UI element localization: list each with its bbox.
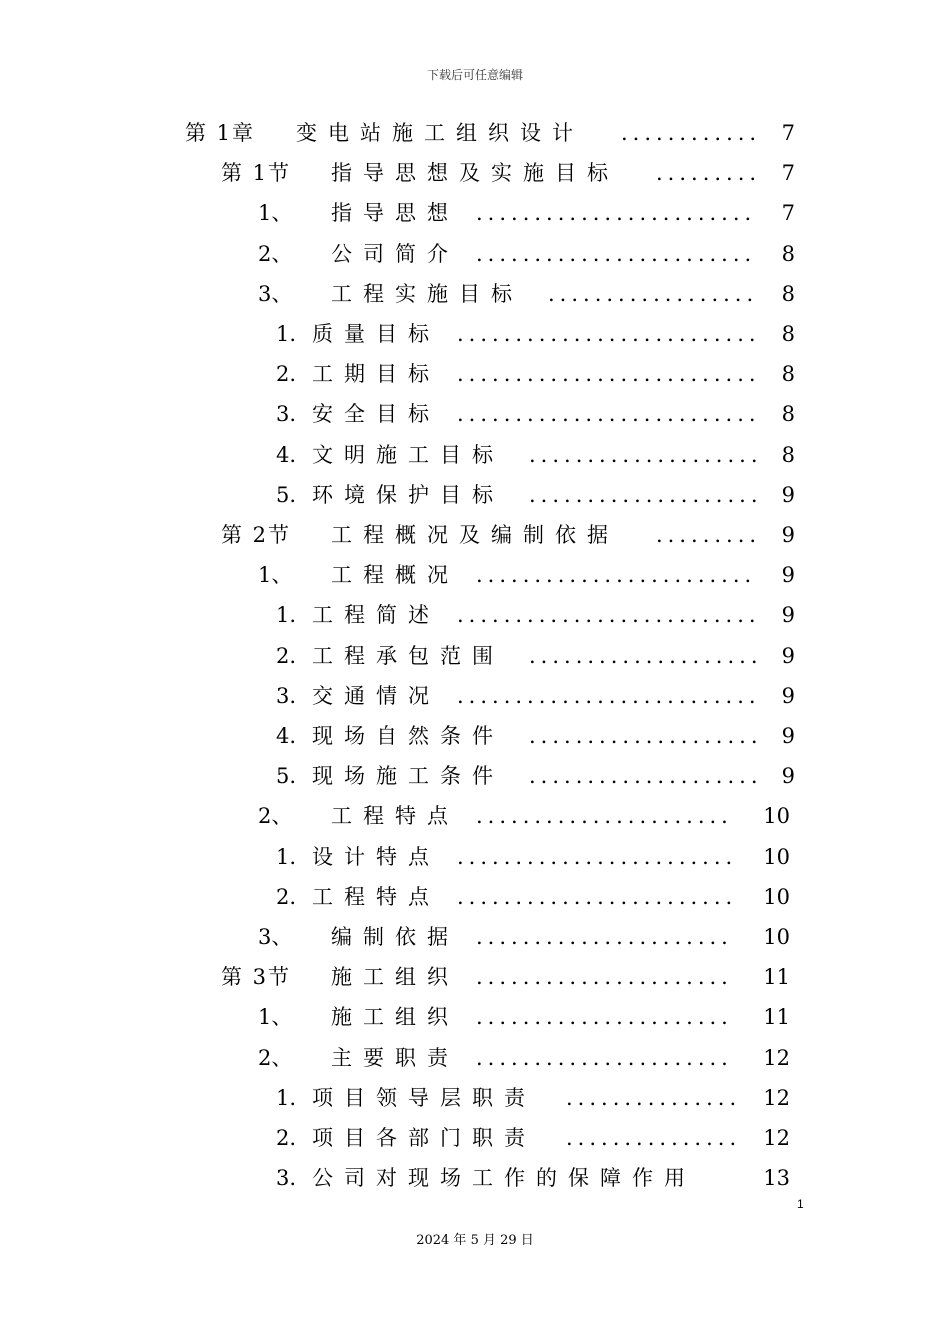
toc-entry[interactable] xyxy=(0,1078,950,1118)
toc-entry[interactable] xyxy=(0,314,950,354)
toc-entry-leader-dots: ...................... xyxy=(476,1005,733,1030)
toc-entry-number: 3. xyxy=(276,402,297,427)
toc-entry-number: 1. xyxy=(276,603,297,628)
toc-entry-number: 2、 xyxy=(258,804,293,829)
toc-entry-title: 项目各部门职责 xyxy=(312,1126,536,1150)
toc-entry-page: 12 xyxy=(763,1045,790,1070)
toc-entry[interactable] xyxy=(0,997,950,1037)
toc-entry-number: 1、 xyxy=(258,201,293,226)
toc-entry-page: 9 xyxy=(781,482,795,507)
toc-entry-number: 4. xyxy=(276,724,297,748)
toc-entry-number: 第 1节 xyxy=(221,161,292,186)
toc-entry[interactable] xyxy=(0,917,950,957)
toc-entry-page: 11 xyxy=(763,965,790,990)
toc-entry-title: 现场自然条件 xyxy=(312,724,504,748)
toc-entry-page: 7 xyxy=(781,161,795,186)
toc-entry[interactable] xyxy=(0,354,950,394)
toc-entry[interactable] xyxy=(0,837,950,877)
toc-entry-title: 工程实施目标 xyxy=(331,281,523,306)
toc-entry[interactable] xyxy=(0,756,950,796)
toc-entry-title: 施工组织 xyxy=(331,965,459,990)
toc-entry-title: 变电站施工组织设计 xyxy=(296,121,584,145)
toc-entry-leader-dots: .......................... xyxy=(457,322,761,346)
toc-entry-leader-dots: ......... xyxy=(656,523,762,547)
toc-entry-leader-dots: .................... xyxy=(529,764,763,789)
toc-entry-title: 交通情况 xyxy=(312,683,440,708)
toc-entry-leader-dots: ........................ xyxy=(457,884,738,909)
toc-entry-number: 2. xyxy=(276,884,297,909)
toc-entry-page: 8 xyxy=(781,362,795,387)
toc-entry-title: 设计特点 xyxy=(312,844,440,869)
toc-entry-page: 8 xyxy=(781,281,795,306)
toc-entry-leader-dots: ........................ xyxy=(476,241,757,266)
toc-entry-title: 主要职责 xyxy=(331,1045,459,1070)
toc-entry[interactable] xyxy=(0,796,950,836)
toc-entry-title: 工程概况及编制依据 xyxy=(331,523,619,547)
toc-entry-title: 文明施工目标 xyxy=(312,442,504,467)
toc-entry-leader-dots: ...................... xyxy=(476,965,733,990)
toc-entry-leader-dots: .......................... xyxy=(457,683,761,708)
toc-entry[interactable] xyxy=(0,274,950,314)
toc-entry-page: 9 xyxy=(781,643,795,668)
toc-entry-number: 2. xyxy=(276,643,297,668)
toc-entry-number: 5. xyxy=(276,764,297,789)
toc-entry-leader-dots: ............ xyxy=(621,121,762,145)
toc-entry-leader-dots: ........................ xyxy=(476,201,757,226)
toc-entry-page: 9 xyxy=(781,523,795,547)
toc-entry-number: 3. xyxy=(276,683,297,708)
toc-entry-number: 3、 xyxy=(258,281,293,306)
toc-entry-page: 8 xyxy=(781,442,795,467)
toc-entry-number: 4. xyxy=(276,442,297,467)
page-header: 下载后可任意编辑 xyxy=(426,68,523,82)
toc-entry-leader-dots: ...................... xyxy=(476,804,733,829)
toc-entry-leader-dots: ...................... xyxy=(476,1045,733,1070)
toc-entry-title: 工程概况 xyxy=(331,563,459,588)
toc-entry-page: 8 xyxy=(781,402,795,427)
toc-entry[interactable] xyxy=(0,1158,950,1198)
toc-entry-title: 公司简介 xyxy=(331,241,459,266)
toc-entry-number: 5. xyxy=(276,482,297,507)
toc-entry-title: 施工组织 xyxy=(331,1005,459,1030)
toc-entry[interactable] xyxy=(0,515,950,555)
toc-entry[interactable] xyxy=(0,676,950,716)
toc-entry-leader-dots: .................. xyxy=(548,281,759,306)
toc-entry[interactable] xyxy=(0,394,950,434)
toc-entry[interactable] xyxy=(0,193,950,233)
toc-entry-leader-dots: .................... xyxy=(529,482,763,507)
toc-entry-number: 3、 xyxy=(258,925,293,949)
toc-entry[interactable] xyxy=(0,716,950,756)
toc-entry[interactable] xyxy=(0,595,950,635)
toc-entry-title: 工程简述 xyxy=(312,603,440,628)
toc-entry-page: 12 xyxy=(763,1126,790,1150)
toc-entry[interactable] xyxy=(0,636,950,676)
toc-entry-number: 2、 xyxy=(258,241,293,266)
toc-entry-leader-dots: ............... xyxy=(566,1085,742,1110)
toc-entry-page: 8 xyxy=(781,241,795,266)
toc-entry-page: 11 xyxy=(763,1005,790,1030)
toc-entry-title: 工期目标 xyxy=(312,362,440,387)
toc-entry-title: 现场施工条件 xyxy=(312,764,504,789)
toc-entry-page: 9 xyxy=(781,563,795,588)
toc-entry-leader-dots: .................... xyxy=(529,643,763,668)
toc-entry-page: 12 xyxy=(763,1085,790,1110)
toc-entry-number: 第 1章 xyxy=(185,121,256,145)
toc-entry-leader-dots: ......... xyxy=(656,161,762,186)
toc-entry[interactable] xyxy=(0,1038,950,1078)
toc-entry-title: 工程特点 xyxy=(312,884,440,909)
toc-entry-number: 2. xyxy=(276,362,297,387)
toc-entry-page: 9 xyxy=(781,724,795,748)
toc-entry-number: 1、 xyxy=(258,1005,293,1030)
toc-entry-title: 指导思想及实施目标 xyxy=(331,161,619,186)
toc-entry-page: 10 xyxy=(763,925,790,949)
toc-entry[interactable] xyxy=(0,877,950,917)
toc-entry-number: 2. xyxy=(276,1126,297,1150)
toc-entry-leader-dots: .................... xyxy=(529,724,763,748)
toc-entry-page: 7 xyxy=(781,121,795,145)
page-number: 1 xyxy=(797,1197,804,1211)
toc-entry[interactable] xyxy=(0,1118,950,1158)
toc-entry-title: 编制依据 xyxy=(331,925,459,949)
toc-entry-leader-dots: .......................... xyxy=(457,402,761,427)
toc-entry[interactable] xyxy=(0,113,950,153)
footer-date: 2024 年 5 月 29 日 xyxy=(416,1233,534,1248)
toc-entry-leader-dots: ........................ xyxy=(476,563,757,588)
toc-entry-leader-dots: ........................ xyxy=(457,844,738,869)
toc-entry-page: 8 xyxy=(781,322,795,346)
toc-entry-number: 1. xyxy=(276,1085,297,1110)
toc-entry[interactable] xyxy=(0,475,950,515)
toc-entry[interactable] xyxy=(0,555,950,595)
toc-entry-leader-dots: ...................... xyxy=(476,925,733,949)
toc-entry-number: 1. xyxy=(276,322,297,346)
toc-entry-number: 第 3节 xyxy=(221,965,292,990)
toc-entry[interactable] xyxy=(0,234,950,274)
toc-entry-page: 9 xyxy=(781,603,795,628)
toc-entry-page: 9 xyxy=(781,683,795,708)
toc-entry-page: 10 xyxy=(763,804,790,829)
toc-entry-number: 1、 xyxy=(258,563,293,588)
toc-entry-title: 安全目标 xyxy=(312,402,440,427)
toc-entry-title: 项目领导层职责 xyxy=(312,1085,536,1110)
toc-entry-page: 9 xyxy=(781,764,795,789)
toc-entry[interactable] xyxy=(0,153,950,193)
toc-entry-number: 1. xyxy=(276,844,297,869)
toc-entry-number: 第 2节 xyxy=(221,523,292,547)
toc-entry-page: 10 xyxy=(763,844,790,869)
toc-entry-title: 公司对现场工作的保障作用 xyxy=(312,1166,696,1191)
toc-entry-title: 环境保护目标 xyxy=(312,482,504,507)
toc-entry[interactable] xyxy=(0,957,950,997)
toc-entry-number: 2、 xyxy=(258,1045,293,1070)
toc-entry-leader-dots: ............... xyxy=(566,1126,742,1150)
toc-entry-page: 7 xyxy=(781,201,795,226)
toc-entry-title: 工程特点 xyxy=(331,804,459,829)
toc-entry-title: 指导思想 xyxy=(331,201,459,226)
toc-entry-number: 3. xyxy=(276,1166,297,1191)
toc-entry-title: 质量目标 xyxy=(312,322,440,346)
toc-entry-leader-dots: .......................... xyxy=(457,362,761,387)
toc-entry-leader-dots: .......................... xyxy=(457,603,761,628)
toc-entry-page: 10 xyxy=(763,884,790,909)
toc-entry[interactable] xyxy=(0,435,950,475)
toc-entry-title: 工程承包范围 xyxy=(312,643,504,668)
toc-entry-leader-dots: .................... xyxy=(529,442,763,467)
toc-entry-page: 13 xyxy=(763,1166,790,1191)
